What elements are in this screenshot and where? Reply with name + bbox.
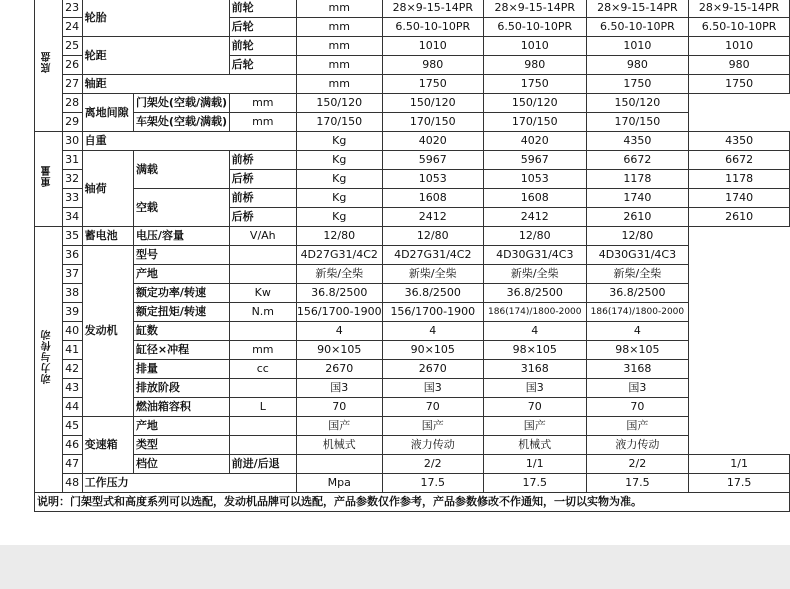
row-number: 35 [62,227,82,246]
value-cell: 国3 [382,379,483,398]
sub-label: 后桥 [229,208,296,227]
row-number: 26 [62,56,82,75]
row-number: 34 [62,208,82,227]
value-cell: 70 [586,398,689,417]
row-number: 43 [62,379,82,398]
unit-cell: cc [229,360,296,379]
value-cell: 4D27G31/4C2 [382,246,483,265]
table-row [35,360,790,379]
table-row [35,322,790,341]
table-row [35,113,790,132]
table-row [35,189,790,208]
category-label: 蓄电池 [82,227,133,246]
spec-table [34,0,790,512]
value-cell: 36.8/2500 [483,284,586,303]
value-cell: 2670 [382,360,483,379]
value-cell: 4350 [689,132,790,151]
row-number: 37 [62,265,82,284]
value-cell: 1740 [586,189,689,208]
value-cell: 186(174)/1800-2000 [483,303,586,322]
value-cell: 4020 [483,132,586,151]
item-label: 类型 [133,436,229,455]
row-number: 23 [62,0,82,18]
value-cell: 6.50-10-10PR [689,18,790,37]
value-cell: 1010 [586,37,689,56]
value-cell: 12/80 [382,227,483,246]
row-number: 47 [62,455,82,474]
row-number: 25 [62,37,82,56]
item-label: 缸径×冲程 [133,341,229,360]
value-cell: 36.8/2500 [382,284,483,303]
group-label-power [35,227,63,493]
value-cell: 28×9-15-14PR [483,0,586,18]
table-row [35,94,790,113]
sub-label: 前桥 [229,151,296,170]
value-cell: 17.5 [586,474,689,493]
value-cell: 156/1700-1900 [382,303,483,322]
value-cell: 4D30G31/4C3 [483,246,586,265]
value-cell: 3168 [586,360,689,379]
item-label: 缸数 [133,322,229,341]
row-number: 41 [62,341,82,360]
row-number: 38 [62,284,82,303]
row-number: 42 [62,360,82,379]
value-cell: 70 [483,398,586,417]
value-cell: 国3 [296,379,382,398]
value-cell: 2/2 [382,455,483,474]
footer-band [0,545,790,589]
value-cell: 2610 [689,208,790,227]
sub-label: 前轮 [229,0,296,18]
row-number: 27 [62,75,82,94]
item-label: 额定扭矩/转速 [133,303,229,322]
category-label: 离地间隙 [82,94,133,132]
group-label-text: 动力与传动 [42,329,54,384]
value-cell: 液力传动 [382,436,483,455]
item-label: 空载 [133,189,229,227]
table-row [35,37,790,56]
value-cell: 1178 [586,170,689,189]
value-cell: 70 [382,398,483,417]
item-label: 门架处(空载/满载) [133,94,229,113]
value-cell: 12/80 [483,227,586,246]
value-cell: 新柴/全柴 [586,265,689,284]
item-label: 燃油箱容积 [133,398,229,417]
value-cell: 98×105 [483,341,586,360]
row-number: 30 [62,132,82,151]
table-row [35,0,790,18]
table-row [35,303,790,322]
unit-cell: mm [229,113,296,132]
sub-label: 前进/后退 [229,455,296,474]
item-label: 档位 [133,455,229,474]
value-cell: 1750 [586,75,689,94]
category-label: 轴距 [82,75,296,94]
value-cell: 1740 [689,189,790,208]
value-cell: 6.50-10-10PR [586,18,689,37]
value-cell: 国产 [483,417,586,436]
row-number: 32 [62,170,82,189]
row-number: 46 [62,436,82,455]
value-cell: 国3 [483,379,586,398]
value-cell: 1010 [483,37,586,56]
spec-table-body [35,0,790,512]
value-cell: 36.8/2500 [586,284,689,303]
row-number: 48 [62,474,82,493]
category-label: 发动机 [82,246,133,417]
unit-cell: V/Ah [229,227,296,246]
value-cell: 980 [382,56,483,75]
sub-label: 前桥 [229,189,296,208]
row-number: 39 [62,303,82,322]
row-number: 31 [62,151,82,170]
value-cell: 1053 [483,170,586,189]
sub-label: 后轮 [229,56,296,75]
value-cell: 新柴/全柴 [382,265,483,284]
value-cell: 4D27G31/4C2 [296,246,382,265]
value-cell: 17.5 [382,474,483,493]
row-number: 44 [62,398,82,417]
value-cell: 28×9-15-14PR [586,0,689,18]
unit-cell: mm [229,341,296,360]
sub-label: 后轮 [229,18,296,37]
table-row [35,455,790,474]
value-cell: 4 [382,322,483,341]
unit-cell: Kg [296,170,382,189]
value-cell: 150/120 [586,94,689,113]
group-label-text: 底盘 [42,51,54,73]
value-cell: 1/1 [689,455,790,474]
unit-cell: mm [296,75,382,94]
value-cell: 国产 [382,417,483,436]
row-number: 29 [62,113,82,132]
row-number: 24 [62,18,82,37]
value-cell: 186(174)/1800-2000 [586,303,689,322]
value-cell: 4350 [586,132,689,151]
table-row [35,227,790,246]
value-cell: 1608 [483,189,586,208]
item-label: 电压/容量 [133,227,229,246]
category-label: 轮胎 [82,0,229,37]
value-cell: 1/1 [483,455,586,474]
sub-label: 后桥 [229,170,296,189]
unit-cell: N.m [229,303,296,322]
row-number: 45 [62,417,82,436]
value-cell: 28×9-15-14PR [382,0,483,18]
unit-cell [296,455,382,474]
value-cell: 17.5 [483,474,586,493]
note-text: 说明：门架型式和高度系列可以选配，发动机品牌可以选配，产品参数仅作参考，产品参数修改不作通知，一切以实物为准。 [35,493,790,512]
value-cell: 国3 [586,379,689,398]
value-cell: 170/150 [483,113,586,132]
table-row [35,341,790,360]
value-cell: 机械式 [483,436,586,455]
sub-label: 前轮 [229,37,296,56]
table-row [35,132,790,151]
value-cell: 1750 [483,75,586,94]
value-cell: 980 [689,56,790,75]
value-cell: 国产 [296,417,382,436]
table-row [35,417,790,436]
table-row [35,398,790,417]
item-label: 额定功率/转速 [133,284,229,303]
value-cell: 12/80 [586,227,689,246]
value-cell: 156/1700-1900 [296,303,382,322]
value-cell: 98×105 [586,341,689,360]
unit-cell [229,246,296,265]
value-cell: 90×105 [296,341,382,360]
note-row [35,493,790,512]
value-cell: 170/150 [586,113,689,132]
group-label-chassis [35,0,63,132]
value-cell: 1178 [689,170,790,189]
unit-cell: Kg [296,189,382,208]
value-cell: 1010 [689,37,790,56]
value-cell: 6.50-10-10PR [483,18,586,37]
unit-cell [229,436,296,455]
table-row [35,265,790,284]
value-cell: 新柴/全柴 [296,265,382,284]
item-label: 产地 [133,265,229,284]
item-label: 排放阶段 [133,379,229,398]
value-cell: 2412 [382,208,483,227]
value-cell: 6672 [586,151,689,170]
value-cell: 机械式 [296,436,382,455]
item-label: 满载 [133,151,229,189]
unit-cell: mm [229,94,296,113]
value-cell: 新柴/全柴 [483,265,586,284]
table-row [35,474,790,493]
value-cell: 90×105 [382,341,483,360]
group-label-text: 重量 [42,165,54,187]
value-cell: 17.5 [689,474,790,493]
value-cell: 980 [586,56,689,75]
group-label-weight [35,132,63,227]
value-cell: 6672 [689,151,790,170]
value-cell: 6.50-10-10PR [382,18,483,37]
category-label: 自重 [82,132,296,151]
value-cell: 1010 [382,37,483,56]
value-cell: 1053 [382,170,483,189]
value-cell: 2610 [586,208,689,227]
unit-cell [229,322,296,341]
value-cell: 4 [483,322,586,341]
item-label: 车架处(空载/满载) [133,113,229,132]
value-cell: 1750 [689,75,790,94]
category-label: 轴荷 [82,151,133,227]
value-cell: 5967 [483,151,586,170]
row-number: 28 [62,94,82,113]
value-cell: 150/120 [296,94,382,113]
value-cell: 28×9-15-14PR [689,0,790,18]
value-cell: 36.8/2500 [296,284,382,303]
item-label: 型号 [133,246,229,265]
table-row [35,75,790,94]
value-cell: 3168 [483,360,586,379]
value-cell: 4020 [382,132,483,151]
unit-cell: mm [296,37,382,56]
value-cell: 液力传动 [586,436,689,455]
item-label: 产地 [133,417,229,436]
value-cell: 4 [586,322,689,341]
table-row [35,246,790,265]
value-cell: 5967 [382,151,483,170]
unit-cell: mm [296,56,382,75]
item-label: 排量 [133,360,229,379]
table-row [35,379,790,398]
unit-cell: Kg [296,151,382,170]
unit-cell: Kg [296,132,382,151]
unit-cell [229,417,296,436]
value-cell: 4D30G31/4C3 [586,246,689,265]
category-label: 轮距 [82,37,229,75]
unit-cell: mm [296,18,382,37]
row-number: 36 [62,246,82,265]
unit-cell: L [229,398,296,417]
unit-cell: Mpa [296,474,382,493]
value-cell: 12/80 [296,227,382,246]
table-row [35,436,790,455]
row-number: 33 [62,189,82,208]
value-cell: 1750 [382,75,483,94]
value-cell: 980 [483,56,586,75]
category-label: 变速箱 [82,417,133,474]
value-cell: 1608 [382,189,483,208]
value-cell: 150/120 [483,94,586,113]
value-cell: 2/2 [586,455,689,474]
row-number: 40 [62,322,82,341]
value-cell: 170/150 [296,113,382,132]
value-cell: 2670 [296,360,382,379]
value-cell: 70 [296,398,382,417]
unit-cell: mm [296,0,382,18]
table-row [35,284,790,303]
unit-cell: Kg [296,208,382,227]
category-label: 工作压力 [82,474,296,493]
unit-cell [229,379,296,398]
value-cell: 4 [296,322,382,341]
unit-cell: Kw [229,284,296,303]
value-cell: 国产 [586,417,689,436]
value-cell: 150/120 [382,94,483,113]
value-cell: 2412 [483,208,586,227]
unit-cell [229,265,296,284]
value-cell: 170/150 [382,113,483,132]
table-row [35,151,790,170]
